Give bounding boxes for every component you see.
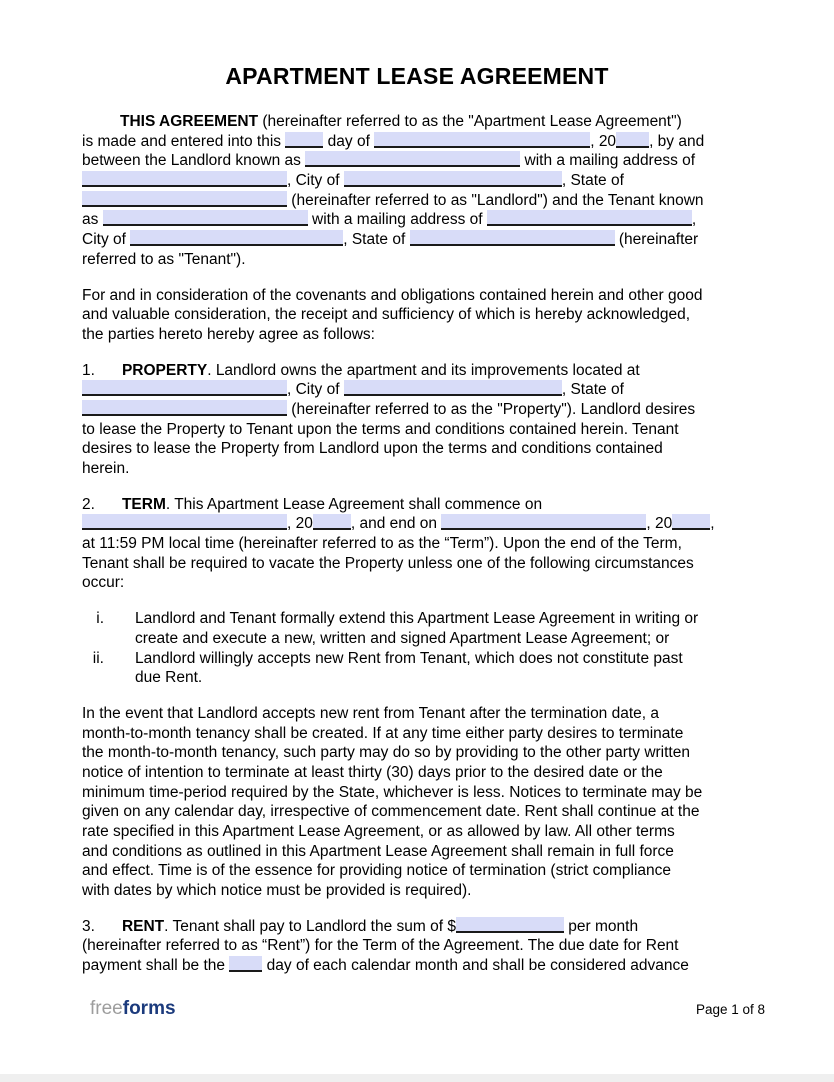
text-run: occur:: [82, 574, 125, 592]
text-line: [82, 250, 752, 270]
tab-spacer: [95, 508, 122, 509]
paragraph: [82, 112, 752, 270]
text-line: [82, 956, 752, 976]
freeforms-logo: [90, 998, 176, 1020]
text-run: referred to as "Tenant").: [82, 250, 246, 268]
text-line: [82, 420, 752, 440]
text-line: [82, 112, 752, 132]
form-field-blank[interactable]: [616, 132, 649, 148]
text-run: between the Landlord known as: [82, 152, 306, 170]
text-run: Landlord and Tenant formally extend this Apartment Lease Agreement in writing or: [135, 610, 699, 628]
text-line: [82, 151, 752, 171]
text-run: due Rent.: [135, 669, 203, 687]
numbered-clause: [82, 361, 752, 479]
form-field-blank[interactable]: [229, 956, 262, 972]
text-run: is made and entered into this: [82, 132, 286, 150]
text-run: . Tenant shall pay to Landlord the sum of $: [164, 917, 456, 935]
text-run: day of each calendar month and shall be considered advance: [262, 957, 689, 975]
text-line: [82, 459, 752, 479]
text-run: with a mailing address of: [520, 152, 696, 170]
text-run: 3.: [82, 917, 95, 935]
text-line: [135, 668, 752, 688]
form-field-blank[interactable]: [82, 400, 287, 416]
text-run: , 20: [646, 515, 673, 533]
numbered-clause: [82, 495, 752, 593]
text-run: (hereinafter: [614, 231, 699, 249]
logo-text-forms: forms: [122, 998, 176, 1019]
form-field-blank[interactable]: [313, 514, 351, 530]
text-line: [82, 439, 752, 459]
form-field-blank[interactable]: [344, 380, 562, 396]
text-run: notice of intention to terminate at least thirty (30) days prior to the desired date or the: [82, 763, 663, 781]
text-run: day of: [323, 132, 375, 150]
text-line: [82, 881, 752, 901]
form-field-blank[interactable]: [82, 171, 287, 187]
text-run: , by and: [649, 132, 705, 150]
text-line: [96, 609, 752, 629]
text-run: , State of: [561, 381, 624, 399]
text-run: 1.: [82, 361, 95, 379]
text-run: (hereinafter referred to as "Landlord") and the Tenant known: [287, 191, 704, 209]
text-line: [92, 649, 752, 669]
text-run: RENT: [121, 917, 165, 935]
form-field-blank[interactable]: [103, 210, 308, 226]
tab-spacer: [95, 930, 122, 931]
list-marker: i.: [96, 610, 104, 628]
text-run: with dates by which notice must be provided is required).: [82, 882, 472, 900]
text-line: [82, 783, 752, 803]
text-run: , and end on: [350, 515, 442, 533]
document-body: [82, 112, 752, 976]
text-line: [82, 514, 752, 534]
list-item: [82, 609, 752, 648]
text-run: , 20: [590, 132, 617, 150]
text-run: desires to lease the Property from Landlord upon the terms and conditions contained: [82, 440, 663, 458]
text-run: Landlord willingly accepts new Rent from Tenant, which does not constitute past: [135, 649, 683, 667]
list-item: [82, 649, 752, 688]
tab-spacer: [82, 125, 120, 126]
text-line: [82, 361, 752, 381]
text-line: [82, 917, 752, 937]
text-run: rate specified in this Apartment Lease Agreement, or as allowed by law. All other terms: [82, 823, 675, 840]
text-run: create and execute a new, written and signed Apartment Lease Agreement; or: [135, 629, 670, 647]
text-line: [82, 230, 752, 250]
text-run: , State of: [343, 231, 410, 249]
text-run: and effect. Time is of the essence for providing notice of termination (strict compliance: [82, 862, 671, 880]
text-run: given on any calendar day, irrespective of commencement date. Rent shall continue at the: [82, 803, 700, 821]
text-run: to lease the Property to Tenant upon the terms and conditions contained herein. Tenant: [82, 420, 679, 438]
text-line: [82, 380, 752, 400]
logo-text-free: free: [90, 998, 123, 1019]
text-line: [82, 802, 752, 822]
text-run: , City of: [287, 172, 344, 190]
form-field-blank[interactable]: [374, 132, 590, 148]
text-line: [82, 842, 752, 862]
text-run: THIS AGREEMENT: [120, 113, 259, 130]
text-run: the parties hereto hereby agree as follows:: [82, 325, 375, 343]
text-run: and valuable consideration, the receipt and sufficiency of which is hereby acknowledged,: [82, 306, 691, 324]
text-run: . This Apartment Lease Agreement shall commence on: [165, 495, 543, 513]
form-field-blank[interactable]: [456, 917, 564, 933]
text-run: ,: [691, 211, 697, 229]
form-field-blank[interactable]: [410, 230, 615, 246]
text-line: [82, 132, 752, 152]
text-line: [82, 573, 752, 593]
text-line: [82, 286, 752, 306]
text-line: [82, 171, 752, 191]
text-line: [82, 724, 752, 744]
text-run: minimum time-period required by the State, whichever is less. Notices to terminate may be: [82, 783, 703, 801]
text-line: [82, 325, 752, 345]
text-line: [82, 936, 752, 956]
paragraph: [82, 704, 752, 901]
text-run: , 20: [287, 515, 313, 533]
page-footer: [90, 998, 765, 1020]
text-run: at 11:59 PM local time (hereinafter referred to as the “Term”). Upon the end of the Term,: [82, 535, 682, 553]
text-run: (hereinafter referred to as “Rent”) for the Term of the Agreement. The due date for Rent: [82, 937, 679, 955]
form-field-blank[interactable]: [344, 171, 562, 187]
text-run: City of: [82, 231, 131, 249]
form-field-blank[interactable]: [130, 230, 343, 246]
form-field-blank[interactable]: [305, 151, 520, 167]
text-line: [82, 305, 752, 325]
text-line: [82, 861, 752, 881]
text-run: and conditions as outlined in this Apartment Lease Agreement shall remain in full force: [82, 842, 674, 860]
text-run: For and in consideration of the covenants and obligations contained herein and other good: [82, 286, 703, 304]
text-run: per month: [563, 917, 639, 935]
text-line: [82, 495, 752, 515]
text-line: [82, 554, 752, 574]
text-run: . Landlord owns the apartment and its improvements located at: [207, 361, 640, 379]
text-run: as: [82, 211, 103, 229]
form-field-blank[interactable]: [82, 380, 287, 396]
text-run: ,: [710, 515, 715, 533]
text-line: [82, 400, 752, 420]
list-marker: ii.: [92, 649, 104, 667]
text-line: [82, 822, 752, 842]
text-run: with a mailing address of: [307, 211, 487, 229]
text-run: 2.: [82, 495, 95, 513]
text-run: , State of: [561, 172, 624, 190]
text-run: payment shall be the: [82, 957, 230, 975]
text-line: [82, 763, 752, 783]
text-run: In the event that Landlord accepts new rent from Tenant after the termination date, a: [82, 704, 660, 722]
document-title: APARTMENT LEASE AGREEMENT: [225, 63, 609, 89]
text-run: herein.: [82, 460, 130, 477]
form-field-blank[interactable]: [487, 210, 692, 226]
text-line: [135, 629, 752, 649]
text-run: TERM: [121, 495, 166, 513]
text-line: [82, 210, 752, 230]
text-run: Tenant shall be required to vacate the Property unless one of the following circumstances: [82, 554, 694, 572]
text-line: [82, 704, 752, 724]
text-line: [82, 743, 752, 763]
page-number: Page 1 of 8: [695, 1002, 765, 1017]
tab-spacer: [95, 374, 122, 375]
numbered-clause: [82, 917, 752, 976]
form-field-blank[interactable]: [672, 514, 710, 530]
form-field-blank[interactable]: [82, 191, 287, 207]
text-run: (hereinafter referred to as the "Property"). Landlord desires: [287, 400, 696, 418]
text-line: [82, 191, 752, 211]
page-bottom-edge: [0, 1074, 834, 1082]
form-field-blank[interactable]: [82, 514, 287, 530]
text-run: (hereinafter referred to as the "Apartment Lease Agreement"): [258, 113, 682, 130]
text-run: , City of: [287, 381, 344, 399]
text-line: [82, 534, 752, 554]
form-field-blank[interactable]: [285, 132, 323, 148]
text-run: month-to-month tenancy shall be created. If at any time either party desires to terminate: [82, 724, 684, 742]
paragraph: [82, 286, 752, 345]
form-field-blank[interactable]: [441, 514, 646, 530]
text-run: PROPERTY: [121, 361, 208, 379]
text-run: the month-to-month tenancy, such party may do so by providing to the other party written: [82, 744, 690, 762]
roman-list: [82, 609, 752, 688]
